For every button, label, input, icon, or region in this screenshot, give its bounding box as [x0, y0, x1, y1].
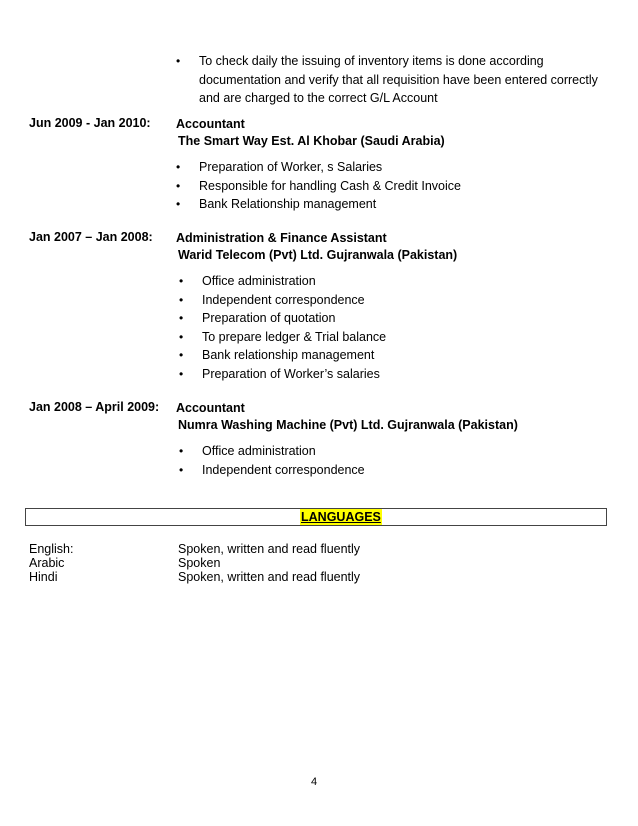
list-item: • Independent correspondence [179, 461, 365, 480]
bullet-icon: • [176, 54, 181, 68]
list-item: • To prepare ledger & Trial balance [179, 328, 386, 347]
language-level: Spoken, written and read fluently [178, 542, 361, 556]
list-item: • Responsible for handling Cash & Credit Invoice [176, 177, 461, 196]
job-title: Accountant [176, 117, 245, 131]
bullet-icon: • [179, 292, 184, 307]
language-name: English: [29, 542, 74, 556]
inventory-bullet-list [176, 52, 606, 108]
list-item: • Bank Relationship management [176, 195, 461, 214]
bullet-icon: • [176, 178, 181, 193]
list-item: • To check daily the issuing of inventory items is done according documentation and verify that all requisition have been entered correctly and are charged to the correct G/L Account [176, 54, 598, 106]
job-duties-list [179, 272, 386, 384]
job-heading [176, 116, 445, 150]
company-name: Numra Washing Machine (Pvt) Ltd. Gujranwala (Pakistan) [178, 418, 518, 432]
bullet-icon: • [176, 160, 181, 174]
list-item: • Preparation of Worker’s salaries [179, 365, 386, 384]
job-duties-list [176, 158, 461, 214]
job-heading [176, 230, 457, 264]
languages-heading-box [25, 508, 607, 526]
job-period: Jan 2007 – Jan 2008: [29, 230, 153, 244]
bullet-icon: • [179, 329, 184, 344]
company-name: The Smart Way Est. Al Khobar (Saudi Arabia) [178, 134, 445, 148]
list-item: • Office administration [179, 442, 365, 461]
bullet-icon: • [179, 348, 184, 363]
page-number: 4 [311, 776, 318, 788]
list-item: • Independent correspondence [179, 291, 386, 310]
job-title: Administration & Finance Assistant [176, 231, 387, 245]
list-item: • Office administration [179, 272, 386, 291]
job-period: Jun 2009 - Jan 2010: [29, 116, 151, 130]
bullet-icon: • [179, 311, 184, 326]
section-title-languages: LANGUAGES [301, 510, 381, 524]
bullet-icon: • [179, 444, 184, 458]
list-item: • Bank relationship management [179, 346, 386, 365]
job-title: Accountant [176, 401, 245, 415]
bullet-icon: • [179, 462, 184, 477]
bullet-icon: • [179, 366, 184, 381]
bullet-icon: • [179, 274, 184, 288]
company-name: Warid Telecom (Pvt) Ltd. Gujranwala (Pakistan) [178, 248, 458, 262]
job-duties-list [179, 442, 365, 479]
list-item: • Preparation of quotation [179, 309, 386, 328]
language-level: Spoken, written and read fluently [178, 570, 361, 584]
list-item: • Preparation of Worker, s Salaries [176, 158, 461, 177]
language-level: Spoken [178, 556, 221, 570]
job-heading [176, 400, 518, 434]
bullet-icon: • [176, 197, 181, 212]
language-name: Hindi [29, 570, 58, 584]
language-name: Arabic [29, 556, 65, 570]
job-period: Jan 2008 – April 2009: [29, 400, 160, 414]
